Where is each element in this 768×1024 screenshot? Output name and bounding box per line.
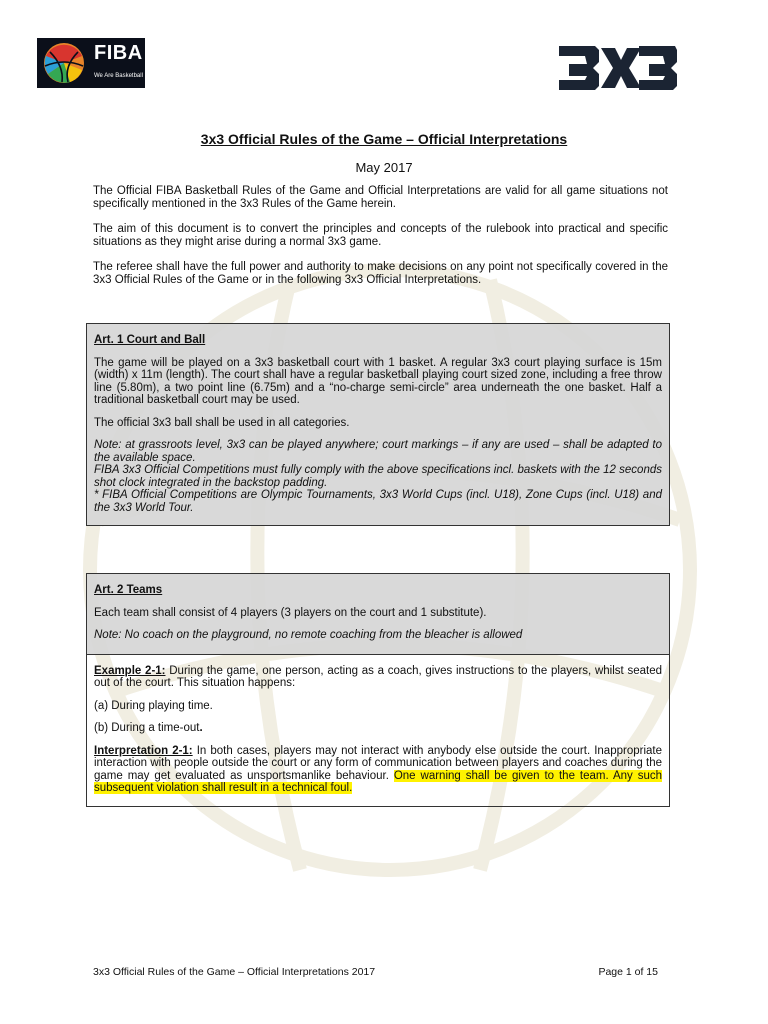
example-option: (a) During playing time. (94, 699, 213, 712)
interpretation-text: In both cases, players may not interact with anybody else outside the court. Inappropriate interaction with people outside the court or any form of communication between players and coaches during the game may get evaluated as unsportsmanlike behaviour. (94, 744, 662, 782)
art2-paragraph: Each team shall consist of 4 players (3 players on the court and 1 substitute). (94, 606, 487, 619)
art1-title: Art. 1 Court and Ball (94, 334, 206, 346)
art1-paragraph: The official 3x3 ball shall be used in all categories. (94, 416, 350, 429)
footer-document-title: 3x3 Official Rules of the Game – Official Interpretations 2017 (93, 966, 376, 978)
intro-paragraph: The aim of this document is to convert the principles and concepts of the rulebook into practical and specific situations as they might arise during a normal 3x3 game. (93, 223, 668, 248)
fiba-logo (37, 38, 145, 88)
art1-paragraph: The game will be played on a 3x3 basketball court with 1 basket. A regular 3x3 court playing surface is 15m (width) x 11m (length). The court shall have a regular basketball playing court sized zone, including a free throw line (5.80m), a two point line (6.75m) and a “no-charge semi-circle” area underneath the one basket. Half a traditional basketball court may be used. (94, 356, 662, 406)
basketball-icon (40, 40, 88, 86)
art1-note: * FIBA Official Competitions are Olympic Tournaments, 3x3 World Cups (incl. U18), Zone Cups (incl. U18) and the 3x3 World Tour. (94, 489, 662, 514)
page-number: Page 1 of 15 (598, 966, 658, 978)
example-label: Example 2-1: (94, 664, 166, 677)
interpretation-highlight: One warning shall be given to the team. Any such subsequent violation shall result in a technical foul. (94, 769, 662, 794)
interpretation-label: Interpretation 2-1: (94, 744, 193, 757)
page-title: 3x3 Official Rules of the Game – Official Interpretations (200, 131, 568, 147)
example-option: (b) During a time-out (94, 722, 200, 734)
3x3-logo (555, 42, 679, 94)
art1-box (86, 323, 670, 526)
art1-note: Note: at grassroots level, 3x3 can be played anywhere; court markings – if any are used – shall be adapted to the available space. (94, 439, 662, 464)
document-date: May 2017 (355, 160, 413, 175)
art2-title: Art. 2 Teams (94, 584, 163, 596)
example-section (87, 655, 669, 806)
intro-paragraph: The Official FIBA Basketball Rules of the Game and Official Interpretations are valid for all game situations not specifically mentioned in the 3x3 Rules of the Game herein. (93, 185, 668, 210)
intro-paragraph: The referee shall have the full power and authority to make decisions on any point not specifically covered in the 3x3 Official Rules of the Game or in the following 3x3 Official Interpretations. (93, 261, 668, 286)
fiba-wordmark: FIBA (94, 42, 143, 64)
3x3-wordmark-icon (555, 42, 679, 94)
art2-note: Note: No coach on the playground, no remote coaching from the bleacher is allowed (94, 629, 523, 641)
fiba-tagline: We Are Basketball (94, 73, 143, 79)
art1-note: FIBA 3x3 Official Competitions must fully comply with the above specifications incl. baskets with the 12 seconds shot clock integrated in the backstop padding. (94, 464, 662, 489)
art2-header (87, 574, 669, 655)
example-text: During the game, one person, acting as a coach, gives instructions to the players, whilst seated out of the court. This situation happens: (94, 664, 662, 689)
example-option-end: . (199, 722, 203, 734)
art2-box (86, 573, 670, 807)
